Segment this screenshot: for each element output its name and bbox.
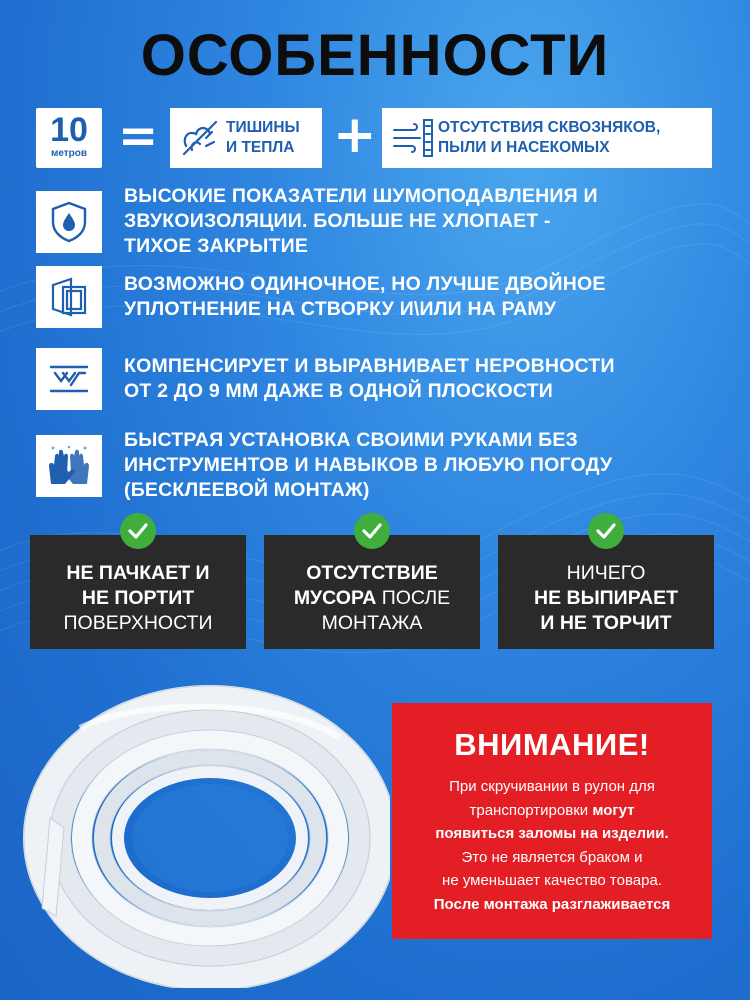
feature-line: УПЛОТНЕНИЕ НА СТВОРКУ И\ИЛИ НА РАМУ xyxy=(124,298,557,320)
warning-bold-text: могут xyxy=(592,801,635,819)
badge-normal-word: ПОСЛЕ xyxy=(381,587,451,609)
feature-noise-text xyxy=(124,184,598,259)
check-icon xyxy=(120,513,156,549)
badge-no-protrusion xyxy=(498,535,714,649)
benefit2-line1: ОТСУТСТВИЯ СКВОЗНЯКОВ, xyxy=(438,119,661,136)
window-frame-icon xyxy=(36,266,102,328)
feature-line: (БЕСКЛЕЕВОЙ МОНТАЖ) xyxy=(124,479,370,501)
feature-line: ИНСТРУМЕНТОВ И НАВЫКОВ В ЛЮБУЮ ПОГОДУ xyxy=(124,454,613,476)
benefit1-line1: ТИШИНЫ xyxy=(226,119,300,136)
feature-line: ЗВУКОИЗОЛЯЦИИ. БОЛЬШЕ НЕ ХЛОПАЕТ - xyxy=(124,210,551,232)
warning-body xyxy=(392,775,712,916)
badge-bold-line: ОТСУТСТВИЕ xyxy=(306,562,438,584)
feature-compensation-text xyxy=(124,354,615,404)
badge-bold-line: НЕ ПОРТИТ xyxy=(81,587,195,609)
length-value: 10 xyxy=(50,111,88,149)
warning-line: не уменьшает качество товара. xyxy=(442,872,662,889)
badge-normal-line: НИЧЕГО xyxy=(566,562,646,584)
feature-line: ТИХОЕ ЗАКРЫТИЕ xyxy=(124,235,309,257)
warning-box xyxy=(392,703,712,939)
benefit-silence-warmth xyxy=(170,108,322,168)
seal-roll-image xyxy=(20,668,390,988)
feature-double-seal xyxy=(36,266,606,328)
level-compensation-icon xyxy=(36,348,102,410)
plus-sign: + xyxy=(333,105,377,165)
badge-bold-line: И НЕ ТОРЧИТ xyxy=(540,612,672,634)
feature-noise xyxy=(36,184,598,259)
badge-no-stain xyxy=(30,535,246,649)
warning-text: транспортировки xyxy=(469,801,589,819)
benefit2-line2: ПЫЛИ И НАСЕКОМЫХ xyxy=(438,139,610,156)
warning-title: ВНИМАНИЕ! xyxy=(454,727,650,762)
benefit1-text xyxy=(226,118,300,158)
warning-bold-line: После монтажа разглаживается xyxy=(433,895,671,913)
equals-sign: = xyxy=(118,108,159,164)
warning-line: При скручивании в рулон для xyxy=(449,778,655,795)
check-icon xyxy=(354,513,390,549)
badge-mixed-line xyxy=(264,586,480,611)
warning-bold-line: появиться заломы на изделии. xyxy=(435,825,669,842)
benefit1-line2: И ТЕПЛА xyxy=(226,139,295,156)
draft-wind-icon xyxy=(388,116,438,160)
feature-double-seal-text xyxy=(124,272,606,322)
feature-line: ОТ 2 ДО 9 ММ ДАЖЕ В ОДНОЙ ПЛОСКОСТИ xyxy=(124,380,553,402)
warning-line xyxy=(392,799,712,823)
length-badge xyxy=(36,108,102,168)
badge-normal-line: ПОВЕРХНОСТИ xyxy=(63,612,213,634)
feature-compensation xyxy=(36,348,615,410)
benefit2-text xyxy=(438,118,660,158)
warning-line: Это не является браком и xyxy=(461,848,643,866)
feature-line: ВЫСОКИЕ ПОКАЗАТЕЛИ ШУМОПОДАВЛЕНИЯ И xyxy=(124,185,598,207)
check-icon xyxy=(588,513,624,549)
badge-bold-line: НЕ ПАЧКАЕТ И xyxy=(66,562,210,584)
benefit-no-drafts xyxy=(382,108,712,168)
no-sound-icon xyxy=(176,116,226,160)
length-unit: метров xyxy=(50,148,88,159)
page-title: ОСОБЕННОСТИ xyxy=(140,23,610,88)
feature-installation xyxy=(36,428,612,503)
feature-line: БЫСТРАЯ УСТАНОВКА СВОИМИ РУКАМИ БЕЗ xyxy=(124,429,578,451)
badge-normal-line: МОНТАЖА xyxy=(321,612,423,634)
badge-bold-line: НЕ ВЫПИРАЕТ xyxy=(533,587,678,609)
badge-bold-word: МУСОРА xyxy=(293,587,377,609)
badge-no-debris xyxy=(264,535,480,649)
feature-line: ВОЗМОЖНО ОДИНОЧНОЕ, НО ЛУЧШЕ ДВОЙНОЕ xyxy=(124,273,606,295)
shield-drop-icon xyxy=(36,191,102,253)
hands-icon xyxy=(36,435,102,497)
feature-installation-text xyxy=(124,428,612,503)
feature-line: КОМПЕНСИРУЕТ И ВЫРАВНИВАЕТ НЕРОВНОСТИ xyxy=(124,355,615,377)
